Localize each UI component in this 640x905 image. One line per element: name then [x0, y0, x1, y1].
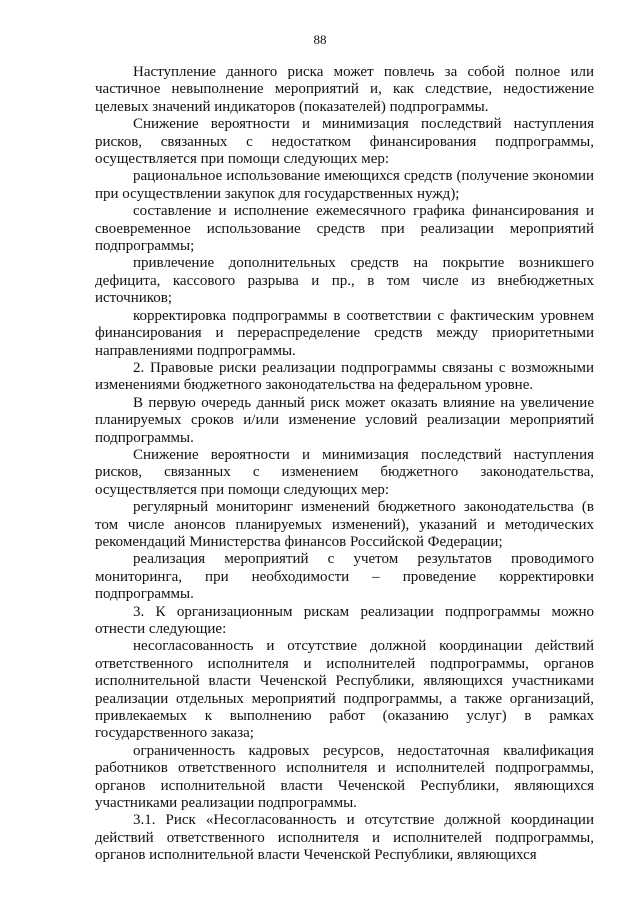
document-body	[95, 64, 594, 865]
page-number: 88	[313, 32, 327, 47]
paragraph-financing-risk-measures-intro: Снижение вероятности и минимизация последствий наступления рисков, связанных с недостатком финансирования подпрограммы, осуществляется при помощи следующих мер:	[95, 116, 594, 168]
paragraph-risk-staffing: ограниченность кадровых ресурсов, недостаточная квалификация работников ответственного исполнителя и исполнителей подпрограммы, органов исполнительной власти Чеченской Республики, являющихся участниками реализации подпрограммы.	[95, 742, 594, 812]
paragraph-legal-risk-measures-intro: Снижение вероятности и минимизация последствий наступления рисков, связанных с изменением бюджетного законодательства, осуществляется при помощи следующих мер:	[95, 446, 594, 498]
paragraph-risk-3-1: 3.1. Риск «Несогласованность и отсутствие должной координации действий ответственного исполнителя и исполнителей подпрограммы, органов исполнительной власти Чеченской Республики, являющихся	[95, 812, 594, 864]
paragraph-measure-schedule: составление и исполнение ежемесячного графика финансирования и своевременное использование средств при реализации мероприятий подпрограммы;	[95, 203, 594, 255]
paragraph-measure-rational-use: рациональное использование имеющихся средств (получение экономии при осуществлении закупок для государственных нужд);	[95, 168, 594, 202]
paragraph-measure-monitoring: регулярный мониторинг изменений бюджетного законодательства (в том числе анонсов планируемых изменений), указаний и методических рекомендаций Министерства финансов Российской Федерации;	[95, 499, 594, 550]
paragraph-legal-risk-impact: В первую очередь данный риск может оказать влияние на увеличение планируемых сроков и/или изменение условий реализации мероприятий подпрограммы.	[95, 394, 594, 446]
paragraph-risk-coordination: несогласованность и отсутствие должной координации действий ответственного исполнителя и исполнителей подпрограммы, органов исполнительной власти Чеченской Республики, являющихся участниками реализации отдельных мероприятий подпрограммы, а также организаций, привлекаемых к выполнению работ (оказанию услуг) в рамках государственного заказа;	[95, 638, 594, 742]
paragraph-legal-risks: 2. Правовые риски реализации подпрограммы связаны с возможными изменениями бюджетного законодательства на федеральном уровне.	[95, 359, 594, 394]
paragraph-measure-additional-funds: привлечение дополнительных средств на покрытие возникшего дефицита, кассового разрыва и пр., в том числе из внебюджетных источников;	[95, 255, 594, 307]
paragraph-measure-adjustment: корректировка подпрограммы в соответствии с фактическим уровнем финансирования и перераспределение средств между приоритетными направлениями подпрограммы.	[95, 307, 594, 359]
paragraph-risk-consequence: Наступление данного риска может повлечь за собой полное или частичное невыполнение мероприятий и, как следствие, недостижение целевых значений индикаторов (показателей) подпрограммы.	[95, 64, 594, 115]
paragraph-measure-implementation: реализация мероприятий с учетом результатов проводимого мониторинга, при необходимости – проведение корректировки подпрограммы.	[95, 551, 594, 603]
paragraph-organizational-risks: 3. К организационным рискам реализации подпрограммы можно отнести следующие:	[95, 603, 594, 637]
